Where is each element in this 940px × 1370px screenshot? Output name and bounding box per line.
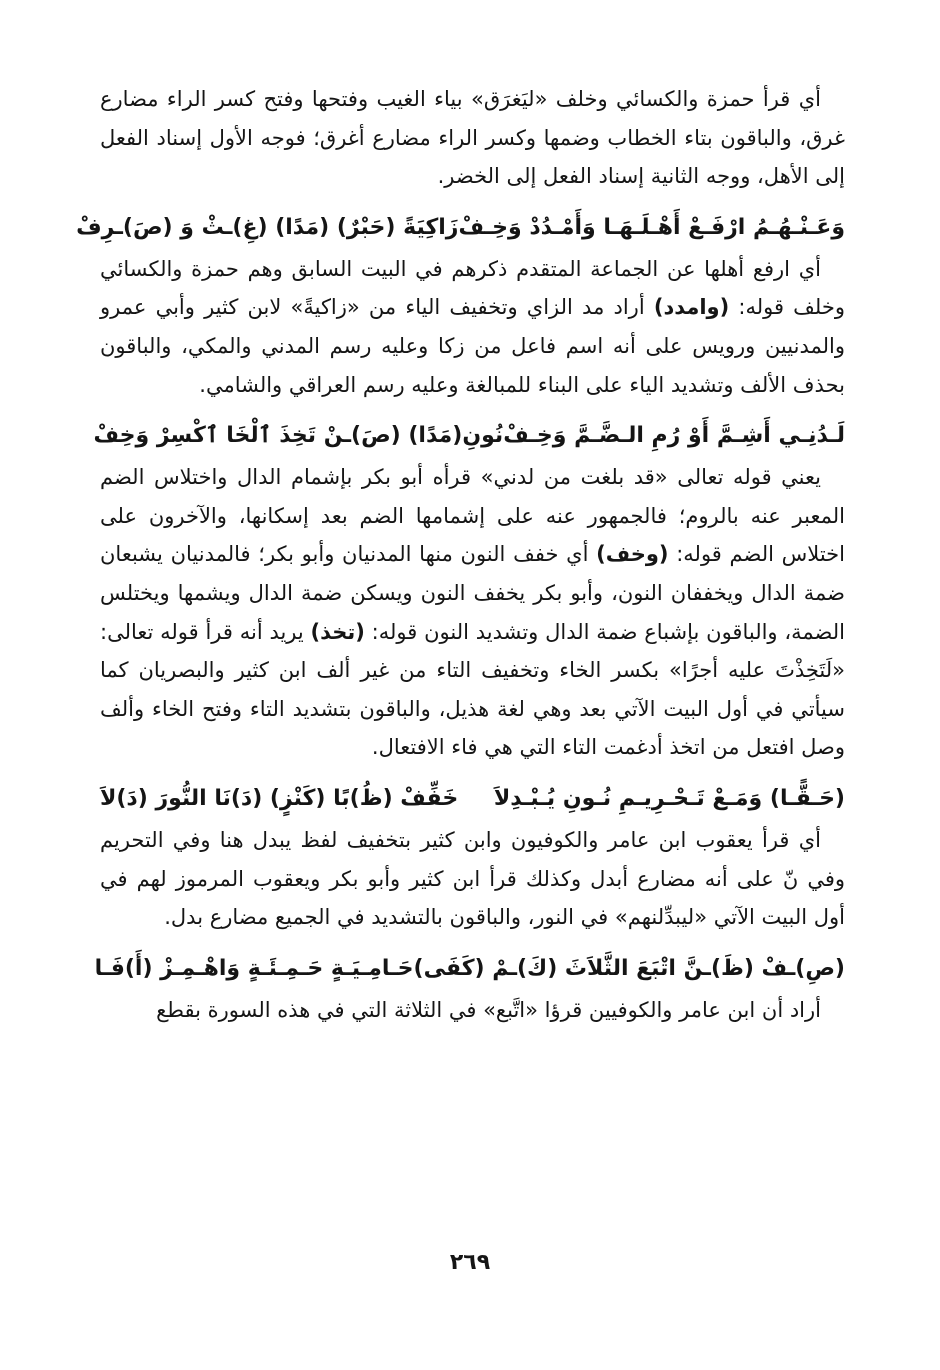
highlight-term: (وامدد) xyxy=(653,295,730,320)
verse-right-hemistich: وَعَـنْـهُـمُ ارْفَـعْ أَهْـلَـهَـا وَأَمْـدُدْ وَخِـفْ xyxy=(458,214,845,240)
verse-left-hemistich: خَفِّفْ (ظُ)بًا (كَنْزٍ) (دَ)نَا النُّورَ (دَ)لاَ xyxy=(100,785,459,811)
paragraph-text: أراد مد الزاي وتخفيف الياء من «زاكيةً» لابن كثير وأبي عمرو والمدنيين ورويس على أنه اسم فاعل من زكا وعليه رسم المدني والمكي، والباقون بحذف الألف وتشديد الياء على البناء للمبالغة وعليه رسم العراقي والشامي. xyxy=(100,295,845,397)
verse-right-hemistich: (صِ)ـفْ (ظَ)ـنَّ اتْبَعَ الثَّلاَثَ (كَ)ـمْ (كَفَى) xyxy=(413,955,845,981)
verse-right-hemistich: (حَـقًّـا) وَمَـعْ تَـحْـرِيـمِ نُـونِ يُـبْـدِلاَ xyxy=(493,785,845,811)
verse-1 xyxy=(76,208,845,248)
verse-4 xyxy=(94,949,845,989)
paragraph-text: يريد أنه قرأ قوله تعالى: «لَتَخِذْتَ عليه أجرًا» بكسر الخاء وتخفيف التاء من غير ألف ابن كثير والبصريان كما سيأتي في أول البيت الآتي بعد وهي لغة هذيل، والباقون بتشديد التاء وفتح الخاء وألف وصل افتعل من اتخذ أدغمت التاء التي هي فاء الافتعال. xyxy=(100,619,845,760)
paragraph-text: أي خفف النون منها المدنيان وأبو بكر؛ فالمدنيان يشبعان ضمة الدال ويخففان النون، وأبو بكر يخفف النون ويسكن ضمة الدال ويشمها ويختلس الضمة، والباقون بإشباع ضمة الدال وتشديد النون قوله: xyxy=(100,542,845,644)
paragraph-5 xyxy=(100,991,845,1030)
highlight-term: (وخف) xyxy=(596,542,669,567)
paragraph-text: أي قرأ يعقوب ابن عامر والكوفيون وابن كثير بتخفيف لفظ يبدل هنا وفي التحريم وفي نّ على أنه مضارع أبدل وكذلك قرأ ابن كثير وأبو بكر ويعقوب المرموز لهم في أول البيت الآتي «ليبدِّلنهم» في النور، والباقون بالتشديد في الجميع مضارع بدل. xyxy=(100,827,845,930)
paragraph-text: يعني قوله تعالى «قد بلغت من لدني» قرأه أبو بكر بإشمام الدال واختلاس الضم المعبر عنه بالروم؛ فالجمهور عنه على إشمامها الضم بعد إسكانها، والآخرون على اختلاس الضم قوله: xyxy=(100,465,845,567)
paragraph-text: أي ارفع أهلها عن الجماعة المتقدم ذكرهم في البيت السابق وهم حمزة والكسائي وخلف قوله: xyxy=(100,256,845,320)
verse-left-hemistich: زَاكِيَةً (حَبْرٌ) (مَدًا) (غِ)ـثْ وَ (صَ)ـرِفْ xyxy=(76,214,459,240)
paragraph-3 xyxy=(100,458,845,767)
verse-2 xyxy=(93,416,845,456)
verse-right-hemistich: لَـدُنِـي أَشِـمَّ أَوْ رُمِ الـضَّـمَّ وَخِـفْ xyxy=(503,423,845,449)
paragraph-1 xyxy=(100,80,845,196)
paragraph-text: أي قرأ حمزة والكسائي وخلف «ليَغرَق» بياء الغيب وفتحها وفتح كسر الراء مضارع غرق، والباقون بتاء الخطاب وضمها وكسر الراء مضارع أغرق؛ فوجه الأول إسناد الفعل إلى الأهل، ووجه الثانية إسناد الفعل إلى الخضر. xyxy=(100,87,845,189)
paragraph-2 xyxy=(100,250,845,404)
page-number: ٢٦٩ xyxy=(449,1250,491,1275)
page-body xyxy=(76,76,845,1029)
verse-left-hemistich: نُونِ(مَدًا) (صَ)ـنْ تَخِذَ ٱلْخَا ٱكْسِرْ وَخِفْ xyxy=(93,423,504,449)
paragraph-4 xyxy=(100,821,845,937)
verse-left-hemistich: حَـامِـيَـةٍ حَـمِـئَـةٍ وَاهْـمِـزْ (أَ)فَـا xyxy=(94,955,414,981)
verse-3 xyxy=(100,779,845,819)
paragraph-text: أراد أن ابن عامر والكوفيين قرؤا «اتَّبع» في الثلاثة التي في هذه السورة بقطع xyxy=(156,997,821,1022)
highlight-term: (تخذ) xyxy=(310,619,365,644)
